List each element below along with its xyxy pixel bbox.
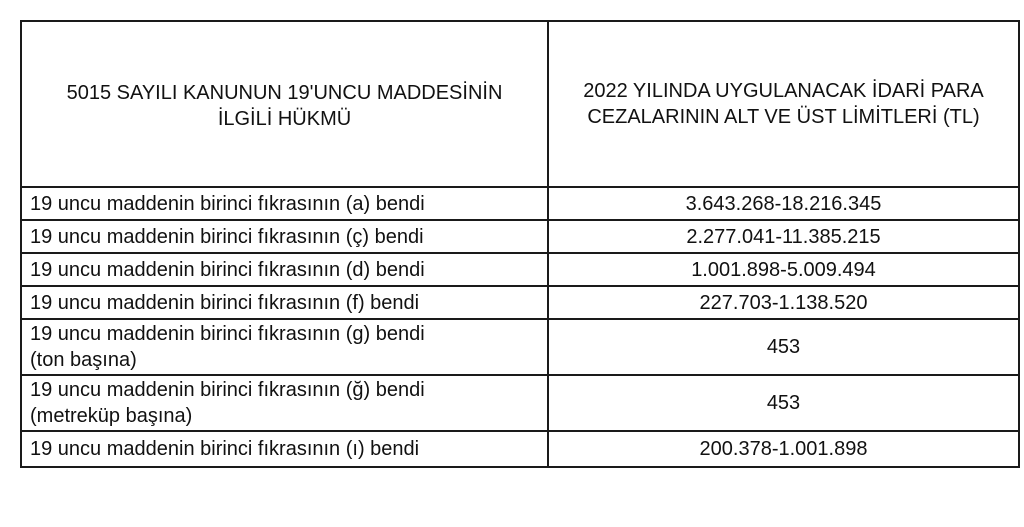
- provision-text: 19 uncu maddenin birinci fıkrasının (d) bendi: [30, 258, 425, 281]
- limits-cell: 2.277.041-11.385.215: [548, 220, 1019, 253]
- table-row: [21, 286, 1019, 319]
- provision-text: 19 uncu maddenin birinci fıkrasının (a) bendi: [30, 192, 425, 215]
- provision-text: 19 uncu maddenin birinci fıkrasının (ğ) bendi: [30, 379, 425, 401]
- provision-text: 19 uncu maddenin birinci fıkrasının (ı) bendi: [30, 438, 420, 460]
- provision-unit-note: (metreküp başına): [30, 405, 193, 427]
- table-row: [21, 319, 1019, 375]
- table-header-row: [21, 21, 1019, 187]
- table-row: [21, 253, 1019, 286]
- provision-cell: [21, 253, 548, 286]
- table-row: [21, 187, 1019, 220]
- penalty-limits-table: [20, 20, 1020, 468]
- limits-cell: 453: [548, 375, 1019, 431]
- provision-cell: [21, 375, 548, 431]
- limits-cell: 1.001.898-5.009.494: [548, 253, 1019, 286]
- provision-cell: [21, 187, 548, 220]
- table-row: [21, 375, 1019, 431]
- header-law-provision: 5015 SAYILI KANUNUN 19'UNCU MADDESİNİN İLGİLİ HÜKMÜ: [21, 21, 548, 187]
- table-row: [21, 220, 1019, 253]
- provision-unit-note: (ton başına): [30, 349, 137, 371]
- provision-cell: [21, 220, 548, 253]
- provision-text: 19 uncu maddenin birinci fıkrasının (g) bendi: [30, 323, 425, 345]
- limits-cell: 453: [548, 319, 1019, 375]
- provision-text: 19 uncu maddenin birinci fıkrasının (ç) bendi: [30, 225, 424, 248]
- provision-cell: [21, 319, 548, 375]
- limits-cell: 3.643.268-18.216.345: [548, 187, 1019, 220]
- provision-cell: [21, 431, 548, 467]
- table-row: [21, 431, 1019, 467]
- limits-cell: 227.703-1.138.520: [548, 286, 1019, 319]
- header-penalty-limits: 2022 YILINDA UYGULANACAK İDARİ PARA CEZALARININ ALT VE ÜST LİMİTLERİ (TL): [548, 21, 1019, 187]
- provision-cell: [21, 286, 548, 319]
- limits-cell: 200.378-1.001.898: [548, 431, 1019, 467]
- provision-text: 19 uncu maddenin birinci fıkrasının (f) bendi: [30, 291, 420, 314]
